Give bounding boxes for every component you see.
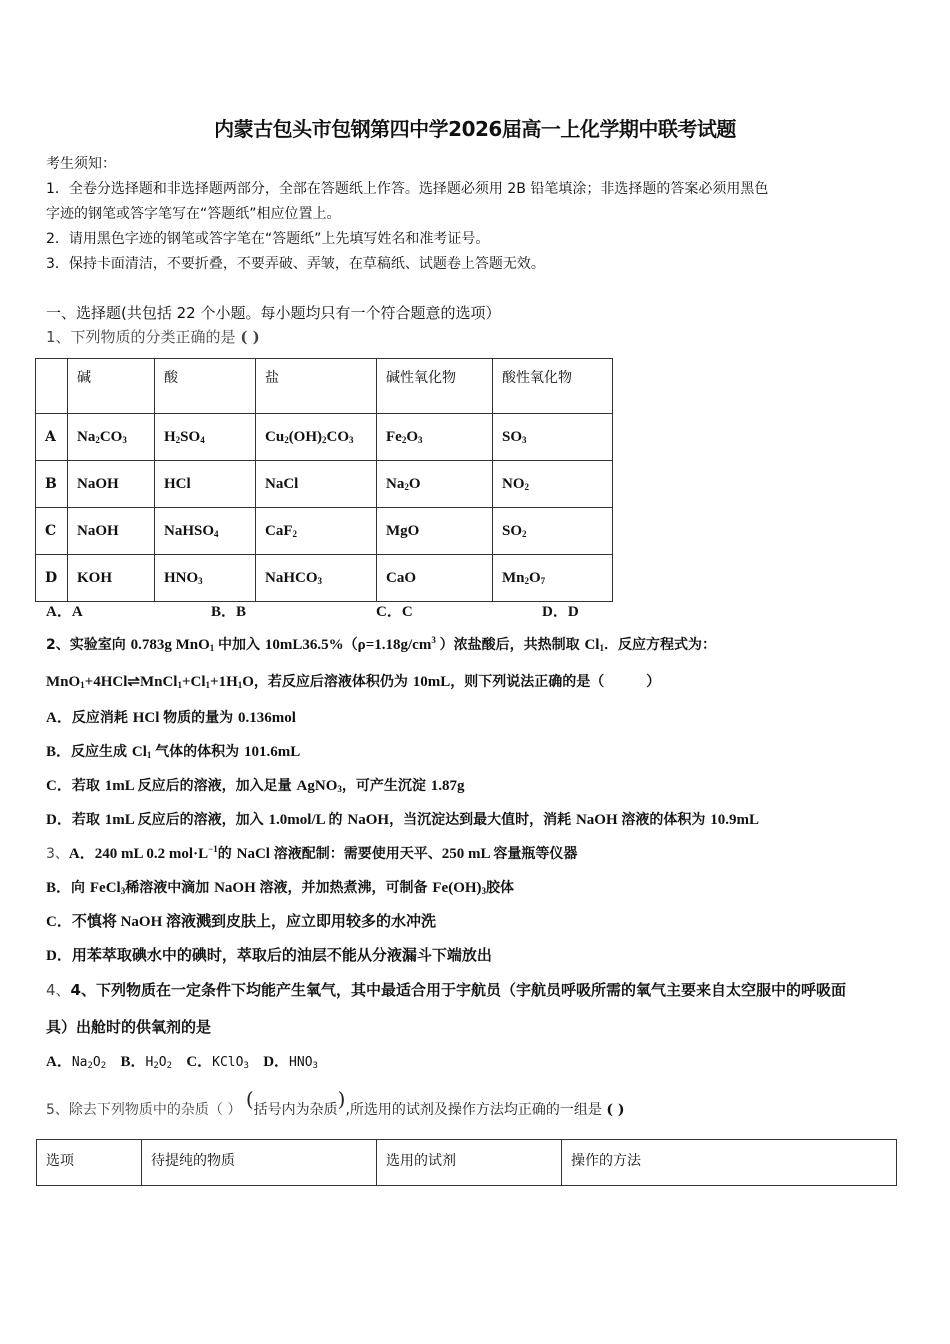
row-label: A (36, 414, 68, 461)
section-heading: 一、选择题(共包括 22 个小题。每小题均只有一个符合题意的选项） (46, 304, 501, 322)
q1-stem (46, 326, 260, 347)
table-cell: $Na_2CO_3$ (68, 414, 155, 461)
q4-stem-line1: 4、4、下列物质在一定条件下均能产生氧气，其中最适合用于宇航员（宇航员呼吸所需的氧气主要来自太空服中的呼吸面 (46, 981, 846, 999)
table-header-cell: 选用的试剂 (377, 1140, 562, 1186)
table-header-cell: 碱 (68, 359, 155, 414)
q2-option-b[interactable]: B．反应生成 $Cl_1$ 气体的体积为 101.6mL (46, 744, 301, 760)
q5-stem-a: 5、除去下列物质中的杂质（ ） (46, 1102, 242, 1118)
q5-close-paren: ) (337, 1087, 346, 1111)
table-header-cell: 盐 (256, 359, 377, 414)
table-cell: $Fe_2O_3$ (377, 414, 493, 461)
notice-heading: 考生须知： (46, 156, 116, 172)
table-cell: $Cu_2(OH)_2CO_3$ (256, 414, 377, 461)
q5-open-paren: ( (245, 1087, 254, 1111)
table-cell: $Mn_2O_7$ (493, 555, 613, 602)
q1-classification-table (35, 358, 613, 602)
q1-option-a[interactable]: A．A (46, 604, 83, 620)
q4-options (46, 1050, 318, 1071)
q3-option-c[interactable]: C．不慎将 NaOH 溶液溅到皮肤上，应立即用较多的水冲洗 (46, 914, 437, 930)
table-cell: HCl (155, 461, 256, 508)
table-cell: NaOH (68, 461, 155, 508)
q5-stem-c: ,所选用的试剂及操作方法均正确的一组是 (345, 1102, 602, 1118)
q5-paren: ( ) (606, 1102, 625, 1118)
q1-option-d[interactable]: D．D (542, 604, 579, 620)
table-header-row (37, 1140, 897, 1186)
q2-stem-line1: 2、实验室向 0.783g MnO$_1$ 中加入 $10mL36.5\%(\rho=1.18g/cm^3$ ）浓盐酸后，共热制取 $Cl_1$．反应方程式为： (46, 635, 716, 653)
q4-stem-text: 4、下列物质在一定条件下均能产生氧气，其中最适合用于宇航员（宇航员呼吸所需的氧气主要来自太空服中的呼吸面 (70, 981, 846, 999)
q1-stem-text: 1、下列物质的分类正确的是 (46, 328, 236, 346)
q2-option-c[interactable]: C．若取 1mL 反应后的溶液，加入足量 AgNO$_3$，可产生沉淀 1.87g (46, 778, 465, 794)
table-cell: KOH (68, 555, 155, 602)
table-cell: $SO_2$ (493, 508, 613, 555)
table-cell: CaF$_2$ (256, 508, 377, 555)
table-cell: NaHSO$_4$ (155, 508, 256, 555)
table-header-cell: 待提纯的物质 (142, 1140, 377, 1186)
table-header-cell: 选项 (37, 1140, 142, 1186)
table-cell: MgO (377, 508, 493, 555)
q4-stem-line2: 具）出舱时的供氧剂的是 (46, 1018, 212, 1036)
table-cell: $NO_2$ (493, 461, 613, 508)
q1-option-b[interactable]: B．B (211, 604, 247, 620)
q3-option-a[interactable]: 3、A．240 mL 0.2 $mol\cdot L^{-1}$的 NaCl 溶液配制：需要使用天平、250 mL 容量瓶等仪器 (46, 844, 578, 862)
notice-item-1: 1．全卷分选择题和非选择题两部分，全部在答题纸上作答。选择题必须用 2B 铅笔填涂；非选择题的答案必须用黑色 (46, 181, 769, 197)
q1-paren: ( ) (240, 328, 260, 346)
table-header-cell: 酸 (155, 359, 256, 414)
table-row (36, 508, 613, 555)
table-cell: $SO_3$ (493, 414, 613, 461)
q2-option-d[interactable]: D．若取 1mL 反应后的溶液，加入 1.0mol/L 的 NaOH，当沉淀达到最大值时，消耗 NaOH 溶液的体积为 10.9mL (46, 812, 760, 828)
q2-option-a[interactable]: A．反应消耗 HCl 物质的量为 0.136mol (46, 710, 296, 726)
q2-stem-line2: $MnO_1+4HCl\rightleftharpoons MnCl_1+Cl_1+1H_1O$，若反应后溶液体积仍为 10mL，则下列说法正确的是（ ） (46, 674, 661, 690)
q4-option-a[interactable]: A．$Na_2O_2$ (46, 1054, 107, 1071)
table-cell: NaOH (68, 508, 155, 555)
page-title: 内蒙古包头市包钢第四中学2026届高一上化学期中联考试题 (214, 117, 736, 141)
q5-stem (46, 1087, 625, 1119)
row-label: C (36, 508, 68, 555)
table-header-cell: 碱性氧化物 (377, 359, 493, 414)
table-cell: NaCl (256, 461, 377, 508)
notice-item-1-cont: 字迹的钢笔或答字笔写在“答题纸”相应位置上。 (46, 206, 341, 222)
table-header-row (36, 359, 613, 414)
table-cell: $HNO_3$ (155, 555, 256, 602)
table-row (36, 414, 613, 461)
q4-option-b[interactable]: B．$H_2O_2$ (120, 1054, 172, 1071)
table-cell: NaHCO$_3$ (256, 555, 377, 602)
table-header-cell (36, 359, 68, 414)
table-cell: $Na_2O$ (377, 461, 493, 508)
q3-option-b[interactable]: B．向 FeCl$_3$稀溶液中滴加 NaOH 溶液，并加热煮沸，可制备 $Fe(OH)_3$胶体 (46, 880, 515, 896)
q5-purification-table (36, 1139, 897, 1186)
table-cell: CaO (377, 555, 493, 602)
q4-option-d[interactable]: D．$HNO_3$ (263, 1054, 318, 1071)
notice-item-2: 2．请用黑色字迹的钢笔或答字笔在“答题纸”上先填写姓名和准考证号。 (46, 231, 490, 247)
row-label: D (36, 555, 68, 602)
q4-option-c[interactable]: C．KClO$_3$ (186, 1054, 249, 1071)
row-label: B (36, 461, 68, 508)
notice-item-3: 3．保持卡面清洁，不要折叠，不要弄破、弄皱，在草稿纸、试题卷上答题无效。 (46, 256, 545, 272)
table-cell: $H_2SO_4$ (155, 414, 256, 461)
table-header-cell: 酸性氧化物 (493, 359, 613, 414)
q3-option-d[interactable]: D．用苯萃取碘水中的碘时，萃取后的油层不能从分液漏斗下端放出 (46, 948, 492, 964)
table-row (36, 555, 613, 602)
q5-stem-b: 括号内为杂质 (253, 1102, 338, 1118)
table-row (36, 461, 613, 508)
table-header-cell: 操作的方法 (562, 1140, 897, 1186)
q1-option-c[interactable]: C．C (376, 604, 413, 620)
